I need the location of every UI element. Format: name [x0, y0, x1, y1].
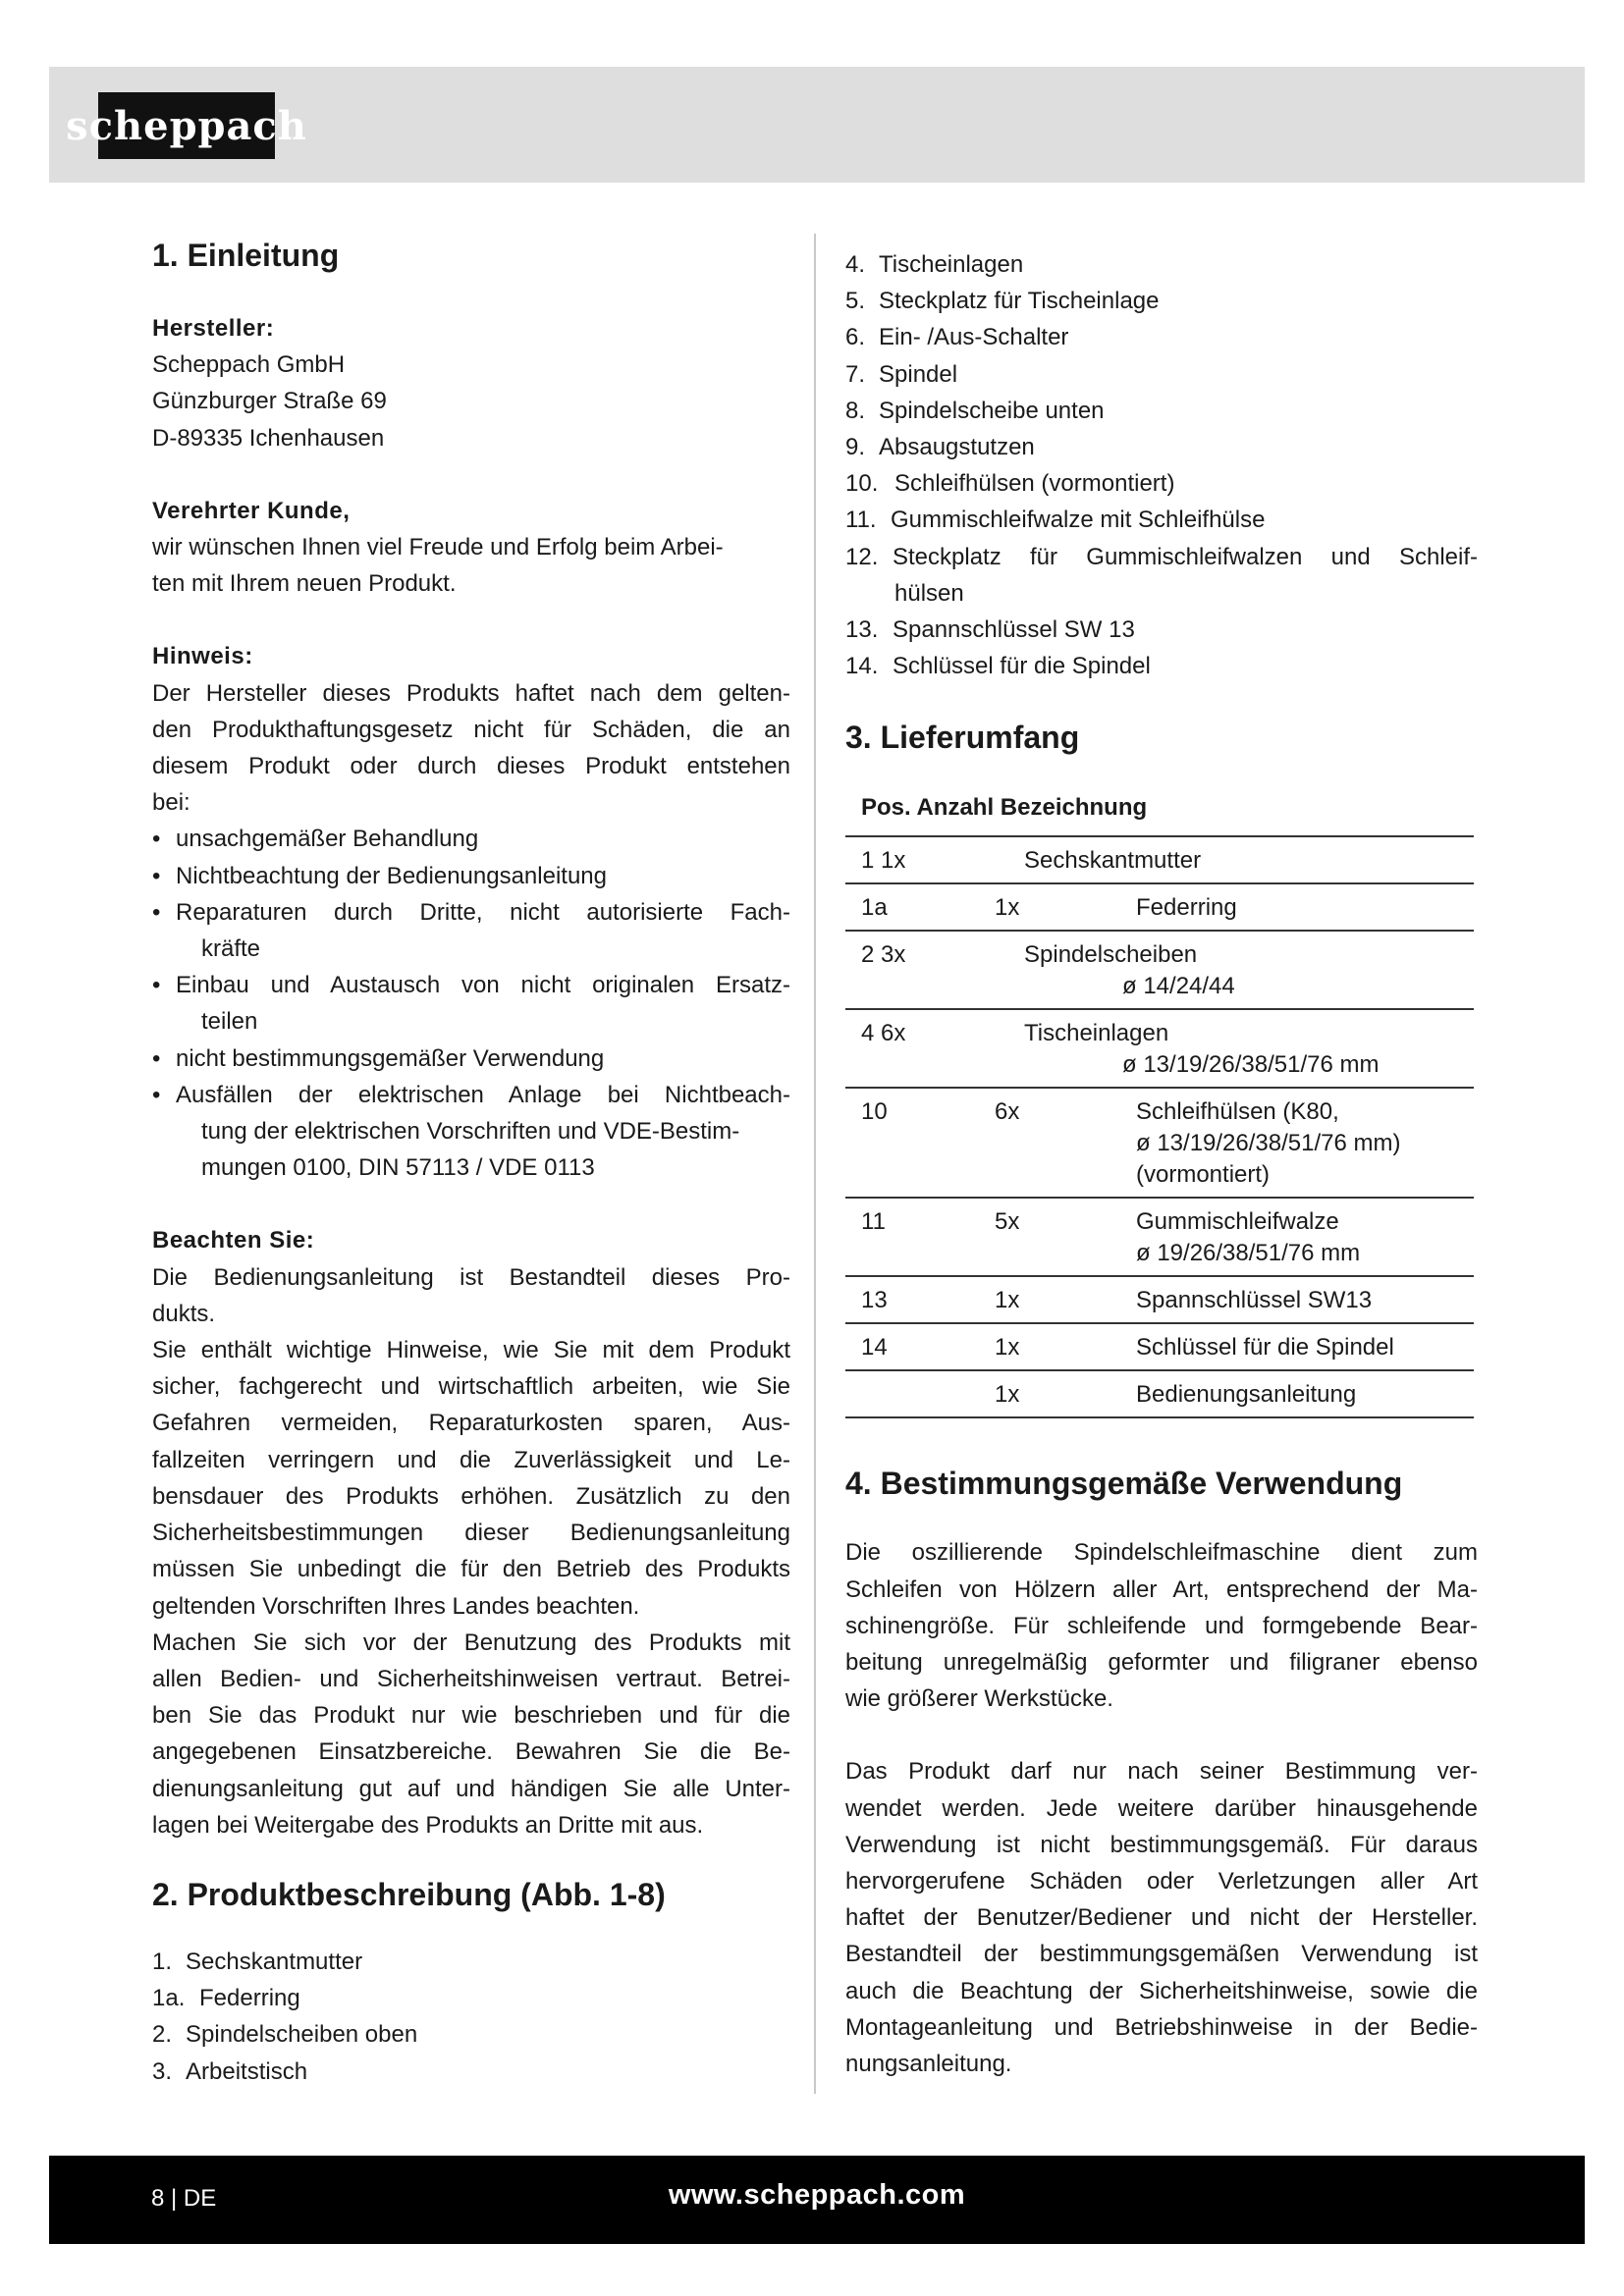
table-cell-pos [861, 1379, 995, 1411]
text-line: den Produkthaftungsgesetz nicht für Schäden, die an [152, 716, 790, 743]
table-cell-description [1024, 1018, 1489, 1081]
list-item: • nicht bestimmungsgemäßer Verwendung [152, 1044, 605, 1072]
cell-line: Gummischleifwalze [1136, 1208, 1339, 1236]
text-line: angegebenen Einsatzbereiche. Bewahren Sie die Be- [152, 1738, 790, 1766]
text-line: haftet der Benutzer/Bediener und nicht der Hersteller. [845, 1904, 1478, 1932]
cell-line: Spannschlüssel SW13 [1136, 1287, 1373, 1314]
text-line: dukts. [152, 1300, 216, 1327]
text-line: Gefahren vermeiden, Reparaturkosten sparen, Aus- [152, 1410, 790, 1437]
table-cell-description [1136, 1332, 1489, 1363]
list-item: 8. Spindelscheibe unten [845, 397, 1105, 424]
section-4-title: 4. Bestimmungsgemäße Verwendung [845, 1466, 1403, 1502]
table-cell-qty: 5x [995, 1208, 1020, 1236]
right-column [845, 246, 1478, 2082]
list-item-continuation: teilen [201, 1008, 258, 1036]
text-line: Schleifen von Hölzern aller Art, entsprechend der Ma- [845, 1575, 1478, 1603]
table-cell-qty: 1x [995, 1334, 1020, 1362]
table-cell-description [1136, 1096, 1489, 1191]
cell-line: ø 13/19/26/38/51/76 mm [1122, 1051, 1380, 1079]
text-line: schinengröße. Für schleifende und formgebende Bear- [845, 1612, 1478, 1639]
table-cell-qty: 1x [995, 894, 1020, 922]
text-line: ben Sie das Produkt nur wie beschrieben und für die [152, 1702, 790, 1730]
table-cell-pos-qty: 4 6x [861, 1020, 906, 1047]
table-row [845, 837, 1474, 884]
table-row [845, 1010, 1474, 1089]
list-item: 1a. Federring [152, 1985, 300, 2012]
text-line: geltenden Vorschriften Ihres Landes beachten. [152, 1592, 640, 1620]
text-line: wir wünschen Ihnen viel Freude und Erfolg beim Arbei- [152, 534, 724, 561]
list-item: • unsachgemäßer Behandlung [152, 826, 479, 853]
table-cell-description [1136, 1285, 1489, 1316]
cell-line: (vormontiert) [1136, 1161, 1271, 1189]
parts-list-continued [845, 246, 1478, 684]
table-cell-pos: 11 [861, 1208, 886, 1236]
table-cell-pos: 1a [861, 894, 888, 922]
beachten-paragraph [152, 1259, 790, 1843]
cell-line: Spindelscheiben [1024, 941, 1198, 969]
text-line: dienungsanleitung gut auf und händigen Sie alle Unter- [152, 1775, 790, 1802]
list-item: 6. Ein- /Aus-Schalter [845, 324, 1069, 351]
list-item: 12. Steckplatz für Gummischleifwalzen und Schleif- [845, 543, 1478, 570]
list-item: 7. Spindel [845, 360, 958, 388]
section-1-title: 1. Einleitung [152, 238, 340, 273]
text-line: nungsanleitung. [845, 2051, 1012, 2078]
text-line: beitung unregelmäßig geformter und filigraner ebenso [845, 1649, 1478, 1677]
list-item: 5. Steckplatz für Tischeinlage [845, 288, 1160, 315]
text-line: sicher, fachgerecht und wirtschaftlich arbeiten, wie Sie [152, 1373, 790, 1401]
left-column [152, 236, 790, 2090]
text-line: müssen Sie unbedingt die für den Betrieb des Produkts [152, 1556, 790, 1583]
text-line: Günzburger Straße 69 [152, 388, 387, 415]
parts-list [152, 1944, 790, 2090]
table-cell-description [1136, 892, 1489, 924]
cell-line: Tischeinlagen [1024, 1020, 1169, 1047]
list-item: 2. Spindelscheiben oben [152, 2021, 418, 2049]
kunde-label: Verehrter Kunde, [152, 497, 351, 524]
text-line: Sie enthält wichtige Hinweise, wie Sie mit dem Produkt [152, 1337, 790, 1364]
text-line: hervorgerufene Schäden oder Verletzungen aller Art [845, 1868, 1478, 1896]
cell-line: Schleifhülsen (K80, [1136, 1098, 1339, 1126]
text-line: Das Produkt darf nur nach seiner Bestimmung ver- [845, 1758, 1478, 1786]
text-line: bei: [152, 789, 190, 817]
text-line: Sicherheitsbestimmungen dieser Bedienungsanleitung [152, 1520, 790, 1547]
table-cell-pos: 13 [861, 1287, 888, 1314]
list-item: 10. Schleifhülsen (vormontiert) [845, 470, 1175, 498]
table-row [845, 932, 1474, 1010]
table-row [845, 884, 1474, 932]
table-row [845, 1199, 1474, 1277]
list-item: 11. Gummischleifwalze mit Schleifhülse [845, 507, 1266, 534]
text-line: Scheppach GmbH [152, 351, 346, 379]
table-row [845, 1277, 1474, 1324]
table-cell-description [1024, 939, 1489, 1002]
text-line: Verwendung ist nicht bestimmungsgemäß. Für daraus [845, 1831, 1478, 1858]
column-divider [814, 234, 816, 2094]
list-item-continuation: mungen 0100, DIN 57113 / VDE 0113 [201, 1154, 595, 1182]
table-cell-pos-qty: 2 3x [861, 941, 906, 969]
table-cell-qty: 6x [995, 1098, 1020, 1126]
table-cell-pos: 10 [861, 1098, 888, 1126]
list-item: 13. Spannschlüssel SW 13 [845, 616, 1135, 644]
text-line: wie größerer Werkstücke. [845, 1685, 1113, 1713]
brand-logo: scheppach [98, 92, 275, 159]
list-item: 3. Arbeitstisch [152, 2057, 308, 2085]
cell-line: Sechskantmutter [1024, 847, 1202, 875]
table-cell-description [1136, 1379, 1489, 1411]
text-line: allen Bedien- und Sicherheitshinweisen vertraut. Betrei- [152, 1665, 790, 1692]
beachten-label: Beachten Sie: [152, 1227, 315, 1255]
list-item-continuation: kräfte [201, 935, 261, 963]
text-line: wendet werden. Jede weitere darüber hinausgehende [845, 1794, 1478, 1822]
table-row [845, 1324, 1474, 1371]
cell-line: ø 14/24/44 [1122, 973, 1235, 1000]
list-item: • Ausfällen der elektrischen Anlage bei Nichtbeach- [152, 1081, 790, 1108]
table-cell-pos: 14 [861, 1334, 888, 1362]
list-item: 1. Sechskantmutter [152, 1948, 363, 1975]
text-line: Die oszillierende Spindelschleifmaschine dient zum [845, 1539, 1478, 1567]
cell-line: ø 13/19/26/38/51/76 mm) [1136, 1130, 1401, 1157]
cell-line: Bedienungsanleitung [1136, 1381, 1357, 1409]
table-header: Pos. Anzahl Bezeichnung [845, 792, 1474, 837]
section-3-title: 3. Lieferumfang [845, 720, 1080, 756]
cell-line: Federring [1136, 894, 1237, 922]
hersteller-label: Hersteller: [152, 315, 275, 342]
text-line: diesem Produkt oder durch dieses Produkt entstehen [152, 753, 790, 780]
list-item: 4. Tischeinlagen [845, 251, 1024, 278]
table-body [845, 837, 1474, 1418]
cell-line: Schlüssel für die Spindel [1136, 1334, 1394, 1362]
text-line: bensdauer des Produkts erhöhen. Zusätzlich zu den [152, 1482, 790, 1510]
website-link[interactable]: www.scheppach.com [668, 2179, 966, 2211]
list-item: 14. Schlüssel für die Spindel [845, 653, 1151, 680]
cell-line: ø 19/26/38/51/76 mm [1136, 1240, 1361, 1267]
bullet-list [152, 821, 790, 1186]
table-cell-qty: 1x [995, 1381, 1020, 1409]
hinweis-label: Hinweis: [152, 643, 253, 670]
list-item: • Nichtbeachtung der Bedienungsanleitung [152, 862, 607, 889]
text-line: ten mit Ihrem neuen Produkt. [152, 570, 457, 598]
page-number: 8 | DE [151, 2185, 217, 2212]
text-line: Die Bedienungsanleitung ist Bestandteil dieses Pro- [152, 1263, 790, 1291]
table-cell-qty: 1x [995, 1287, 1020, 1314]
text-line: auch die Beachtung der Sicherheitshinweise, sowie die [845, 1977, 1478, 2004]
table-cell-description [1136, 1206, 1489, 1269]
text-line: Bestandteil der bestimmungsgemäßen Verwendung ist [845, 1941, 1478, 1968]
text-line: Machen Sie sich vor der Benutzung des Produkts mit [152, 1629, 790, 1656]
text-line: Der Hersteller dieses Produkts haftet nach dem gelten- [152, 679, 790, 707]
table-cell-pos-qty: 1 1x [861, 847, 906, 875]
text-line: fallzeiten verringern und die Zuverlässigkeit und Le- [152, 1446, 790, 1473]
delivery-table [845, 792, 1474, 1418]
hersteller-address [152, 347, 790, 456]
list-item-continuation: tung der elektrischen Vorschriften und VDE-Bestim- [201, 1118, 740, 1146]
table-row [845, 1089, 1474, 1199]
list-item: • Reparaturen durch Dritte, nicht autorisierte Fach- [152, 898, 790, 926]
section-2-title: 2. Produktbeschreibung (Abb. 1-8) [152, 1876, 666, 1912]
footer-bar [49, 2156, 1585, 2244]
list-item-continuation: hülsen [894, 579, 964, 607]
table-cell-description [1024, 845, 1489, 877]
list-item: • Einbau und Austausch von nicht originalen Ersatz- [152, 972, 790, 999]
intended-use-paragraph-2 [845, 1753, 1478, 2082]
text-line: Montageanleitung und Betriebshinweise in der Bedie- [845, 2013, 1478, 2041]
list-item: 9. Absaugstutzen [845, 434, 1035, 461]
table-row [845, 1371, 1474, 1418]
text-line: D-89335 Ichenhausen [152, 424, 385, 452]
intended-use-paragraph-1 [845, 1534, 1478, 1717]
text-line: lagen bei Weitergabe des Produkts an Dritte mit aus. [152, 1811, 704, 1839]
